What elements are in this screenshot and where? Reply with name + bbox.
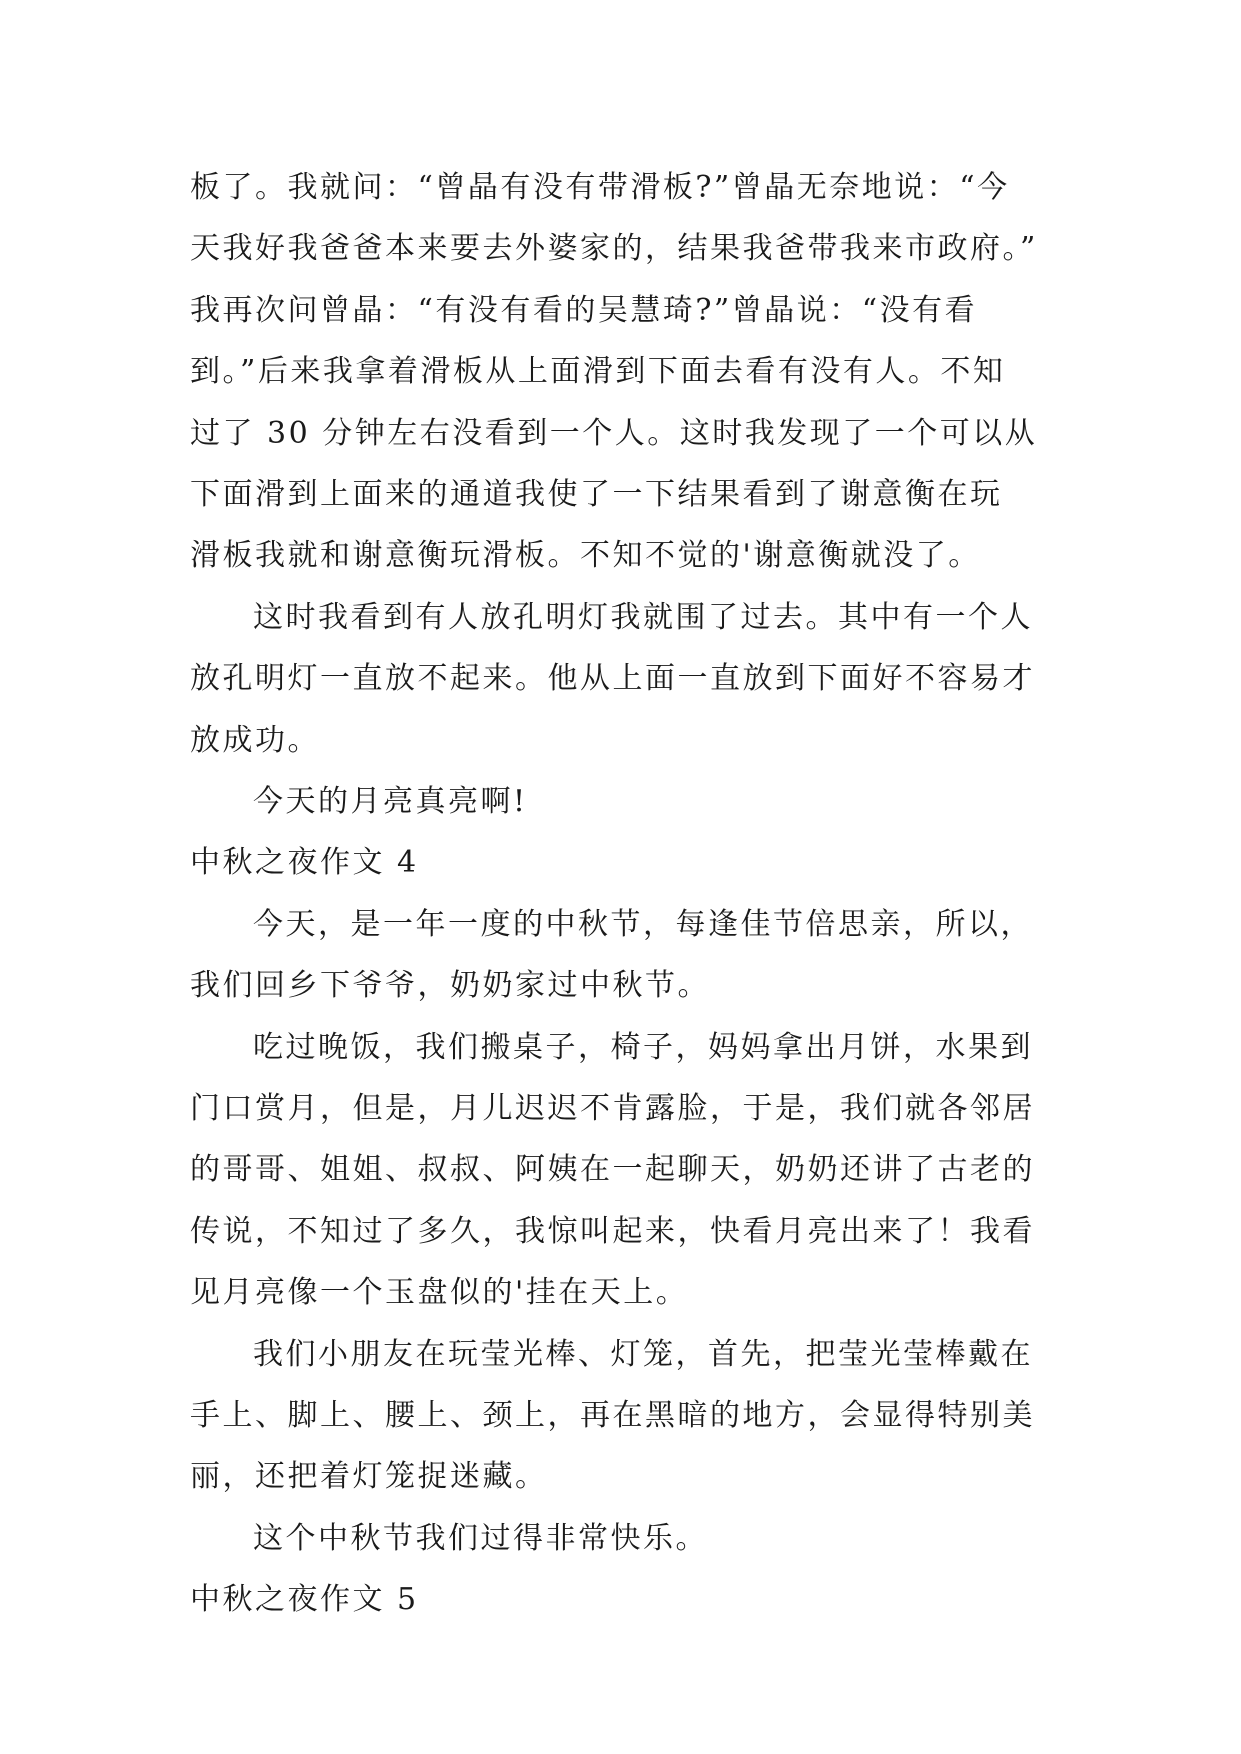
paragraph-first-line: 这时我看到有人放孔明灯我就围了过去。其中有一个人 bbox=[253, 600, 1033, 635]
paragraph-first-line: 今天，是一年一度的中秋节，每逢佳节倍思亲，所以， bbox=[253, 907, 1033, 942]
text-line: 放孔明灯一直放不起来。他从上面一直放到下面好不容易才 bbox=[190, 661, 1035, 696]
text-line: 到。”后来我拿着滑板从上面滑到下面去看有没有人。不知 bbox=[190, 354, 1006, 389]
paragraph-first-line: 吃过晚饭，我们搬桌子，椅子，妈妈拿出月饼，水果到 bbox=[253, 1030, 1033, 1065]
paragraph-first-line: 我们小朋友在玩莹光棒、灯笼，首先，把莹光莹棒戴在 bbox=[253, 1337, 1033, 1372]
text-line: 天我好我爸爸本来要去外婆家的，结果我爸带我来市政府。” bbox=[190, 231, 1038, 266]
text-line: 我们回乡下爷爷，奶奶家过中秋节。 bbox=[190, 968, 710, 1003]
text-line: 传说，不知过了多久，我惊叫起来，快看月亮出来了！我看 bbox=[190, 1214, 1035, 1249]
text-line: 我再次问曾晶：“有没有看的吴慧琦?”曾晶说：“没有看 bbox=[190, 293, 978, 328]
text-line: 过了 30 分钟左右没看到一个人。这时我发现了一个可以从 bbox=[190, 416, 1038, 451]
text-line: 见月亮像一个玉盘似的'挂在天上。 bbox=[190, 1275, 689, 1310]
text-line: 放成功。 bbox=[190, 723, 320, 758]
text-line: 丽，还把着灯笼捉迷藏。 bbox=[190, 1459, 548, 1494]
text-line: 的哥哥、姐姐、叔叔、阿姨在一起聊天，奶奶还讲了古老的 bbox=[190, 1152, 1035, 1187]
section-heading: 中秋之夜作文 4 bbox=[190, 845, 419, 880]
text-line: 门口赏月，但是，月儿迟迟不肯露脸，于是，我们就各邻居 bbox=[190, 1091, 1035, 1126]
text-line: 手上、脚上、腰上、颈上，再在黑暗的地方，会显得特别美 bbox=[190, 1398, 1035, 1433]
paragraph-first-line: 这个中秋节我们过得非常快乐。 bbox=[253, 1521, 708, 1556]
text-line: 板了。我就问：“曾晶有没有带滑板?”曾晶无奈地说：“今 bbox=[190, 170, 1010, 205]
section-heading: 中秋之夜作文 5 bbox=[190, 1582, 419, 1617]
text-line: 下面滑到上面来的通道我使了一下结果看到了谢意衡在玩 bbox=[190, 477, 1003, 512]
paragraph-first-line: 今天的月亮真亮啊! bbox=[253, 784, 528, 819]
text-line: 滑板我就和谢意衡玩滑板。不知不觉的'谢意衡就没了。 bbox=[190, 538, 981, 573]
